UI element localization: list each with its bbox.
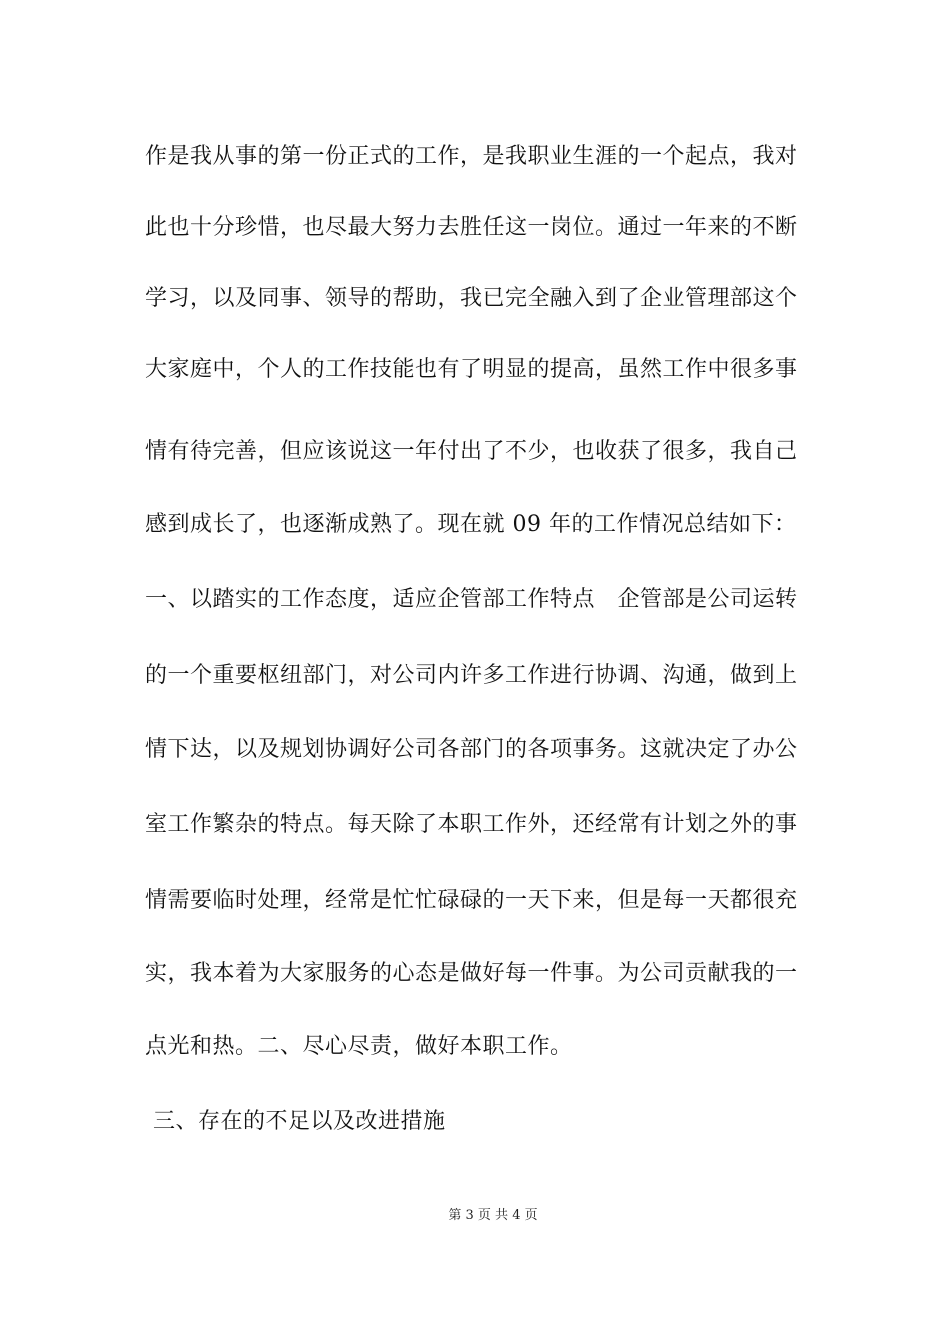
body-line-10: 室工作繁杂的特点。每天除了本职工作外，还经常有计划之外的事 [145,812,798,837]
body-line-12: 实，我本着为大家服务的心态是做好每一件事。为公司贡献我的一 [145,961,798,986]
body-line-1: 作是我从事的第一份正式的工作，是我职业生涯的一个起点，我对 [145,144,798,169]
body-line-7: 一、以踏实的工作态度，适应企管部工作特点 企管部是公司运转 [145,587,798,612]
body-line-11: 情需要临时处理，经常是忙忙碌碌的一天下来，但是每一天都很充 [145,888,798,913]
body-line-4: 大家庭中，个人的工作技能也有了明显的提高，虽然工作中很多事 [145,357,798,382]
body-line-9: 情下达，以及规划协调好公司各部门的各项事务。这就决定了办公 [145,737,798,762]
body-line-13: 点光和热。二、尽心尽责，做好本职工作。 [145,1034,573,1059]
body-line-6: 感到成长了，也逐渐成熟了。现在就 09 年的工作情况总结如下： [145,512,797,537]
page-footer: 第 3 页 共 4 页 [448,1208,538,1223]
body-line-2: 此也十分珍惜，也尽最大努力去胜任这一岗位。通过一年来的不断 [145,215,798,240]
body-line-5: 情有待完善，但应该说这一年付出了不少，也收获了很多，我自己 [145,439,798,464]
body-line-3: 学习，以及同事、领导的帮助，我已完全融入到了企业管理部这个 [145,286,798,311]
body-line-8: 的一个重要枢纽部门，对公司内许多工作进行协调、沟通，做到上 [145,663,798,688]
section-heading: 三、存在的不足以及改进措施 [153,1109,446,1134]
